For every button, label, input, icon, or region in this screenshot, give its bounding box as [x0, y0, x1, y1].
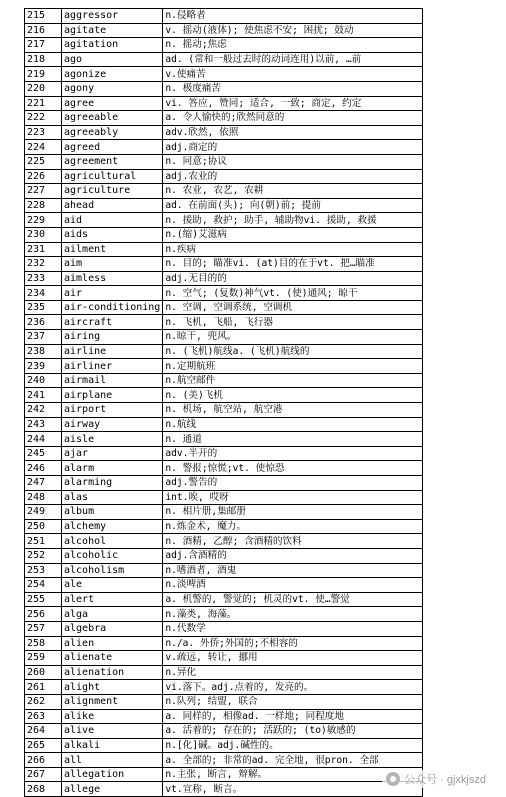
table-row [25, 505, 423, 520]
entry-definition: v. 摇动(液体); 使焦虑不安; 困扰; 鼓动 [163, 23, 423, 38]
entry-definition: ad. (常和一般过去时的动词连用)以前, …前 [163, 52, 423, 67]
entry-definition: n. 农业, 农艺, 农耕 [163, 184, 423, 199]
entry-word: agony [62, 81, 163, 96]
entry-number: 218 [25, 52, 62, 67]
entry-number: 256 [25, 607, 62, 622]
entry-definition: n.嗜酒者, 酒鬼 [163, 563, 423, 578]
entry-word: aisle [62, 432, 163, 447]
entry-number: 250 [25, 519, 62, 534]
table-row [25, 198, 423, 213]
entry-number: 215 [25, 9, 62, 24]
table-row [25, 52, 423, 67]
entry-word: airing [62, 330, 163, 345]
entry-word: alkali [62, 738, 163, 753]
entry-number: 253 [25, 563, 62, 578]
entry-number: 219 [25, 67, 62, 82]
table-row [25, 432, 423, 447]
entry-definition: n.[化]碱。adj.碱性的。 [163, 738, 423, 753]
table-row [25, 476, 423, 491]
table-row [25, 286, 423, 301]
entry-word: alarm [62, 461, 163, 476]
entry-number: 264 [25, 724, 62, 739]
table-row [25, 315, 423, 330]
entry-number: 263 [25, 709, 62, 724]
entry-word: alive [62, 724, 163, 739]
table-row [25, 213, 423, 228]
entry-definition: n. 机场, 航空站, 航空港 [163, 403, 423, 418]
entry-word: alignment [62, 694, 163, 709]
entry-word: agreeably [62, 125, 163, 140]
entry-word: agricultural [62, 169, 163, 184]
entry-word: agreeable [62, 111, 163, 126]
entry-word: alienate [62, 651, 163, 666]
entry-word: alcohol [62, 534, 163, 549]
entry-word: allegation [62, 767, 163, 782]
entry-number: 249 [25, 505, 62, 520]
entry-number: 239 [25, 359, 62, 374]
table-row [25, 680, 423, 695]
entry-word: agitate [62, 23, 163, 38]
entry-number: 258 [25, 636, 62, 651]
entry-word: air-conditioning [62, 300, 163, 315]
entry-number: 221 [25, 96, 62, 111]
entry-definition: adj.农业的 [163, 169, 423, 184]
entry-definition: ad. 在前面(头); 向(朝)前; 提前 [163, 198, 423, 213]
entry-number: 247 [25, 476, 62, 491]
entry-definition: n. (美)飞机 [163, 388, 423, 403]
entry-word: aim [62, 257, 163, 272]
table-row [25, 373, 423, 388]
table-row [25, 636, 423, 651]
entry-word: aircraft [62, 315, 163, 330]
entry-word: air [62, 286, 163, 301]
entry-word: alchemy [62, 519, 163, 534]
entry-number: 262 [25, 694, 62, 709]
table-row [25, 154, 423, 169]
table-row [25, 300, 423, 315]
entry-definition: int.唉, 哎呀 [163, 490, 423, 505]
entry-definition: n.藻类, 海藻。 [163, 607, 423, 622]
table-row [25, 548, 423, 563]
table-row [25, 694, 423, 709]
watermark-text: 公众号 · gjxkjszd [404, 774, 486, 786]
entry-word: agreement [62, 154, 163, 169]
entry-word: ajar [62, 446, 163, 461]
entry-number: 246 [25, 461, 62, 476]
entry-number: 229 [25, 213, 62, 228]
entry-number: 230 [25, 227, 62, 242]
table-row [25, 330, 423, 345]
entry-definition: adv.欣然, 依照 [163, 125, 423, 140]
entry-definition: n. 目的; 瞄准vi. (at)目的在于vt. 把…瞄准 [163, 257, 423, 272]
entry-word: agriculture [62, 184, 163, 199]
entry-word: ale [62, 578, 163, 593]
entry-number: 255 [25, 592, 62, 607]
table-row [25, 534, 423, 549]
entry-number: 220 [25, 81, 62, 96]
table-row [25, 563, 423, 578]
entry-number: 242 [25, 403, 62, 418]
entry-word: airplane [62, 388, 163, 403]
entry-word: airway [62, 417, 163, 432]
entry-word: agonize [62, 67, 163, 82]
table-row [25, 23, 423, 38]
entry-number: 265 [25, 738, 62, 753]
entry-definition: a. 全部的; 非常的ad. 完全地, 很pron. 全部 [163, 753, 423, 768]
entry-definition: n. 同意;协议 [163, 154, 423, 169]
entry-number: 235 [25, 300, 62, 315]
entry-word: ailment [62, 242, 163, 257]
entry-word: airliner [62, 359, 163, 374]
entry-definition: n. 酒精, 乙醇; 含酒精的饮料 [163, 534, 423, 549]
entry-definition: n. 极度痛苦 [163, 81, 423, 96]
table-row [25, 461, 423, 476]
entry-number: 260 [25, 665, 62, 680]
entry-definition: n.疾病 [163, 242, 423, 257]
entry-definition: vt.宣称, 断言。 [163, 782, 423, 797]
entry-word: allege [62, 782, 163, 797]
entry-definition: n.(缩)艾滋病 [163, 227, 423, 242]
entry-number: 222 [25, 111, 62, 126]
entry-definition: a. 同样的, 相像ad. 一样地; 同程度地 [163, 709, 423, 724]
table-row [25, 227, 423, 242]
entry-definition: n. 警报;惊慌;vt. 使惊恐 [163, 461, 423, 476]
entry-number: 266 [25, 753, 62, 768]
table-row [25, 753, 423, 768]
table-row [25, 724, 423, 739]
entry-definition: n.淡啤酒 [163, 578, 423, 593]
entry-word: agitation [62, 38, 163, 53]
entry-definition: n. 通道 [163, 432, 423, 447]
entry-number: 240 [25, 373, 62, 388]
entry-word: algebra [62, 621, 163, 636]
table-row [25, 607, 423, 622]
entry-definition: n.定期航班 [163, 359, 423, 374]
entry-word: alas [62, 490, 163, 505]
entry-definition: n.晾干, 兜风。 [163, 330, 423, 345]
table-row [25, 578, 423, 593]
entry-word: alien [62, 636, 163, 651]
entry-word: alienation [62, 665, 163, 680]
entry-definition: n. (飞机)航线a. (飞机)航线的 [163, 344, 423, 359]
entry-number: 228 [25, 198, 62, 213]
table-row [25, 592, 423, 607]
entry-number: 231 [25, 242, 62, 257]
entry-word: airmail [62, 373, 163, 388]
table-row [25, 81, 423, 96]
entry-definition: n.航线 [163, 417, 423, 432]
entry-number: 248 [25, 490, 62, 505]
entry-definition: n. 相片册,集邮册 [163, 505, 423, 520]
entry-definition: v.使痛苦 [163, 67, 423, 82]
table-row [25, 403, 423, 418]
entry-number: 233 [25, 271, 62, 286]
entry-definition: vi.落下。adj.点着的, 发亮的。 [163, 680, 423, 695]
entry-definition: n.主张, 断言, 辩解。 [163, 767, 423, 782]
entry-number: 227 [25, 184, 62, 199]
table-row [25, 621, 423, 636]
entry-definition: adj.警告的 [163, 476, 423, 491]
table-row [25, 111, 423, 126]
entry-number: 251 [25, 534, 62, 549]
table-row [25, 242, 423, 257]
entry-definition: n. 空气; (复数)神气vt. (使)通风; 晾干 [163, 286, 423, 301]
table-row [25, 9, 423, 24]
entry-definition: n. 飞机, 飞船, 飞行器 [163, 315, 423, 330]
entry-definition: vi. 答应, 赞同; 适合, 一致; 商定, 约定 [163, 96, 423, 111]
table-row [25, 519, 423, 534]
table-row [25, 738, 423, 753]
table-row [25, 257, 423, 272]
entry-number: 241 [25, 388, 62, 403]
entry-word: album [62, 505, 163, 520]
table-row [25, 490, 423, 505]
entry-number: 224 [25, 140, 62, 155]
entry-word: agreed [62, 140, 163, 155]
table-row [25, 67, 423, 82]
entry-word: ahead [62, 198, 163, 213]
entry-word: agree [62, 96, 163, 111]
vocabulary-table-body [25, 9, 423, 797]
table-row [25, 709, 423, 724]
entry-number: 267 [25, 767, 62, 782]
entry-definition: v.疏远, 转让, 挪用 [163, 651, 423, 666]
entry-number: 237 [25, 330, 62, 345]
table-row [25, 38, 423, 53]
table-row [25, 782, 423, 797]
table-row [25, 359, 423, 374]
entry-definition: n./a. 外侨;外国的;不相容的 [163, 636, 423, 651]
entry-number: 261 [25, 680, 62, 695]
entry-word: alcoholism [62, 563, 163, 578]
table-row [25, 140, 423, 155]
entry-number: 243 [25, 417, 62, 432]
entry-definition: n.航空邮件 [163, 373, 423, 388]
table-row [25, 344, 423, 359]
entry-word: aids [62, 227, 163, 242]
entry-definition: adj.无目的的 [163, 271, 423, 286]
entry-number: 232 [25, 257, 62, 272]
entry-word: aimless [62, 271, 163, 286]
entry-word: alarming [62, 476, 163, 491]
entry-number: 259 [25, 651, 62, 666]
entry-number: 254 [25, 578, 62, 593]
entry-word: aid [62, 213, 163, 228]
entry-word: alert [62, 592, 163, 607]
entry-definition: n.代数学 [163, 621, 423, 636]
entry-word: alga [62, 607, 163, 622]
entry-number: 223 [25, 125, 62, 140]
entry-number: 217 [25, 38, 62, 53]
table-row [25, 665, 423, 680]
entry-definition: n. 援助, 救护; 助手, 辅助物vi. 援助, 救援 [163, 213, 423, 228]
entry-word: aggressor [62, 9, 163, 24]
entry-number: 238 [25, 344, 62, 359]
entry-word: all [62, 753, 163, 768]
entry-definition: adj.含酒精的 [163, 548, 423, 563]
entry-number: 245 [25, 446, 62, 461]
entry-word: alcoholic [62, 548, 163, 563]
entry-number: 268 [25, 782, 62, 797]
entry-number: 252 [25, 548, 62, 563]
entry-definition: n.炼金术, 魔力。 [163, 519, 423, 534]
entry-definition: n. 空调, 空调系统, 空调机 [163, 300, 423, 315]
entry-definition: adv.半开的 [163, 446, 423, 461]
vocabulary-table [24, 8, 423, 797]
entry-word: airline [62, 344, 163, 359]
table-row [25, 184, 423, 199]
entry-word: alike [62, 709, 163, 724]
entry-definition: n.队列; 结盟, 联合 [163, 694, 423, 709]
entry-definition: n.侵略者 [163, 9, 423, 24]
entry-definition: n. 摇动;焦虑 [163, 38, 423, 53]
entry-number: 225 [25, 154, 62, 169]
entry-number: 257 [25, 621, 62, 636]
entry-word: airport [62, 403, 163, 418]
table-row [25, 651, 423, 666]
entry-number: 244 [25, 432, 62, 447]
table-row [25, 271, 423, 286]
entry-definition: a. 机警的, 警觉的; 机灵的vt. 使…警觉 [163, 592, 423, 607]
entry-number: 216 [25, 23, 62, 38]
table-row [25, 169, 423, 184]
entry-number: 236 [25, 315, 62, 330]
table-row [25, 417, 423, 432]
entry-definition: a. 令人愉快的;欣然同意的 [163, 111, 423, 126]
wechat-icon [386, 772, 400, 786]
table-row [25, 96, 423, 111]
entry-definition: a. 活着的; 存在的; 活跃的; (to)敏感的 [163, 724, 423, 739]
entry-word: ago [62, 52, 163, 67]
table-row [25, 767, 423, 782]
entry-definition: n.异化 [163, 665, 423, 680]
entry-word: alight [62, 680, 163, 695]
table-row [25, 388, 423, 403]
table-row [25, 125, 423, 140]
entry-definition: adj.商定的 [163, 140, 423, 155]
entry-number: 226 [25, 169, 62, 184]
watermark [382, 770, 490, 788]
entry-number: 234 [25, 286, 62, 301]
table-row [25, 446, 423, 461]
